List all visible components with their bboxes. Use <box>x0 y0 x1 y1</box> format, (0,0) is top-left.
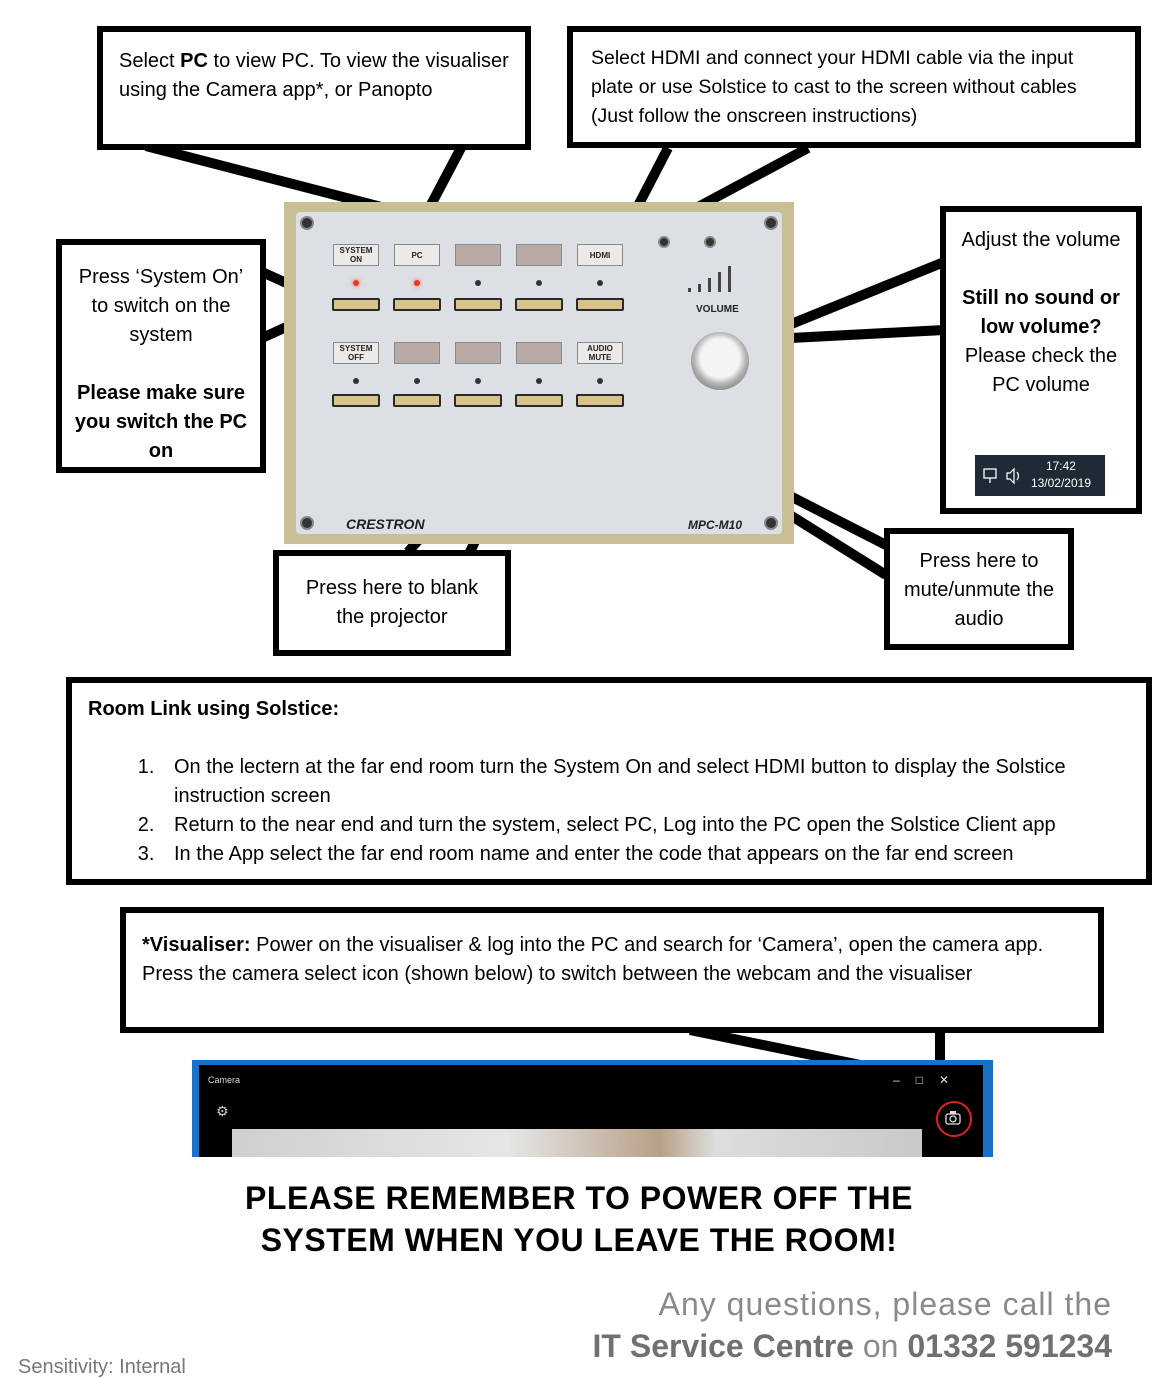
label-audio-mute: AUDIO MUTE <box>577 342 623 364</box>
network-and-speaker-icon <box>983 467 1023 485</box>
settings-gear-icon[interactable]: ⚙ <box>216 1103 229 1119</box>
panel-button[interactable] <box>454 394 502 407</box>
callout-pc-bold: PC <box>180 50 208 72</box>
screw-icon <box>300 216 314 230</box>
label-blank <box>455 244 501 266</box>
reminder-line2: SYSTEM WHEN YOU LEAVE THE ROOM! <box>260 1222 898 1258</box>
minimize-icon[interactable]: – <box>893 1073 916 1087</box>
label-system-off: SYSTEM OFF <box>333 342 379 364</box>
pc-button[interactable] <box>393 298 441 311</box>
room-link-steps <box>88 753 1130 869</box>
label-pc: PC <box>394 244 440 266</box>
volume-label: VOLUME <box>696 304 739 315</box>
label-blank <box>394 342 440 364</box>
callout-pc <box>97 26 531 150</box>
contact-name: IT Service Centre <box>592 1328 854 1364</box>
screw-icon <box>764 216 778 230</box>
label-hdmi: HDMI <box>577 244 623 266</box>
room-link-step: 3. In the App select the far end room name and enter the code that appears on the far end screen <box>160 840 1130 869</box>
volume-knob[interactable] <box>691 332 749 390</box>
room-link-title: Room Link using Solstice: <box>88 698 340 720</box>
label-blank <box>516 342 562 364</box>
hdmi-button[interactable] <box>576 298 624 311</box>
panel-face <box>296 212 782 534</box>
taskbar-date: 13/02/2019 <box>1030 476 1091 490</box>
led-indicator <box>475 378 481 384</box>
callout-system-on-text: Press ‘System On’ to switch on the system <box>78 266 244 346</box>
callout-pc-post: to view PC. To view the visualiser using the Camera app*, or Panopto <box>119 50 509 101</box>
sensitivity-label: Sensitivity: Internal <box>18 1356 186 1378</box>
callout-system-on-bold: Please make sure you switch the PC on <box>74 382 248 462</box>
model-label: MPC-M10 <box>688 518 743 532</box>
led-indicator <box>536 378 542 384</box>
room-link-step: 1. On the lectern at the far end room turn the System On and select HDMI button to display the Solstice instruction screen <box>160 753 1130 811</box>
callout-hdmi: Select HDMI and connect your HDMI cable via the input plate or use Solstice to cast to the screen without cables (Just follow the onscreen instructions) <box>567 26 1141 148</box>
label-system-on: SYSTEM ON <box>333 244 379 266</box>
camera-switch-icon[interactable] <box>944 1110 962 1126</box>
callout-blank: Press here to blank the projector <box>273 550 511 656</box>
visualiser-bold: *Visualiser: <box>142 934 251 956</box>
volume-bars-icon <box>686 264 742 294</box>
contact-line1: Any questions, please call the <box>658 1286 1112 1322</box>
system-off-button[interactable] <box>332 394 380 407</box>
source-button[interactable] <box>515 298 563 311</box>
contact-phone: 01332 591234 <box>907 1328 1112 1364</box>
system-on-button[interactable] <box>332 298 380 311</box>
camera-window <box>199 1065 983 1157</box>
camera-app-screenshot <box>192 1060 993 1157</box>
taskbar-clock[interactable] <box>1031 458 1091 492</box>
maximize-icon[interactable]: □ <box>915 1073 939 1087</box>
callout-system-on <box>56 239 266 473</box>
led-indicator <box>414 378 420 384</box>
callout-pc-pre: Select <box>119 50 181 72</box>
panel-button[interactable] <box>393 394 441 407</box>
screw-icon <box>300 516 314 530</box>
led-indicator <box>475 280 481 286</box>
label-blank <box>455 342 501 364</box>
callout-volume-rest: Please check the PC volume <box>964 345 1118 396</box>
visualiser-box <box>120 907 1104 1033</box>
power-off-reminder <box>0 1177 1158 1261</box>
led-indicator <box>353 378 359 384</box>
contact-line2 <box>593 1328 1112 1365</box>
led-indicator <box>536 280 542 286</box>
close-icon[interactable]: ✕ <box>938 1073 965 1087</box>
led-indicator <box>597 280 603 286</box>
taskbar-time: 17:42 <box>1045 459 1076 473</box>
camera-preview <box>232 1129 922 1157</box>
led-indicator <box>353 280 359 286</box>
label-blank <box>516 244 562 266</box>
windows-taskbar <box>975 455 1105 496</box>
ir-sensor-icon <box>658 236 670 248</box>
reminder-line1: PLEASE REMEMBER TO POWER OFF THE <box>245 1180 913 1216</box>
ir-sensor-icon <box>704 236 716 248</box>
visualiser-text: Power on the visualiser & log into the PC and search for ‘Camera’, open the camera app. Press the camera select icon (shown below) to switch between the webcam and the visualiser <box>142 934 1044 985</box>
contact-on: on <box>853 1328 908 1364</box>
crestron-panel <box>284 202 794 544</box>
screw-icon <box>764 516 778 530</box>
callout-volume-line1: Adjust the volume <box>961 229 1121 251</box>
room-link-box <box>66 677 1152 885</box>
room-link-step: 2. Return to the near end and turn the system, select PC, Log into the PC open the Solstice Client app <box>160 811 1130 840</box>
led-indicator <box>414 280 420 286</box>
source-button[interactable] <box>454 298 502 311</box>
camera-window-title: Camera <box>208 1075 241 1085</box>
window-controls <box>893 1073 965 1087</box>
led-indicator <box>597 378 603 384</box>
blank-projector-button[interactable] <box>515 394 563 407</box>
audio-mute-button[interactable] <box>576 394 624 407</box>
brand-logo: CRESTRON <box>346 516 425 532</box>
callout-mute: Press here to mute/unmute the audio <box>884 528 1074 650</box>
callout-volume-bold: Still no sound or low volume? <box>962 287 1120 338</box>
